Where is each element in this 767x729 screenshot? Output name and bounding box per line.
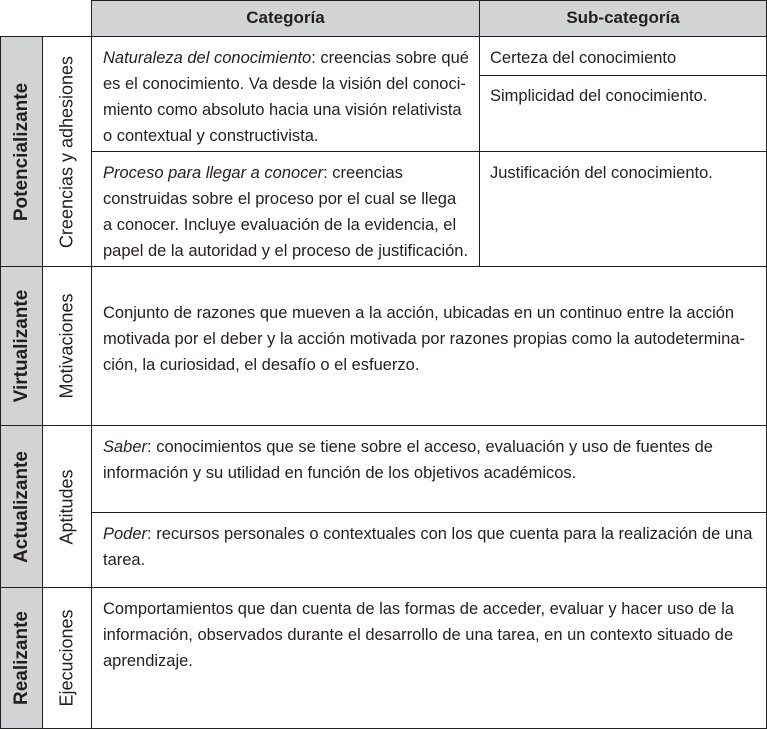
category-proceso [91, 151, 480, 267]
dimension-label-motivaciones: Motivaciones [56, 293, 77, 399]
subcategory-cell-naturaleza [479, 36, 767, 152]
desc-saber: : conocimientos que se tiene sobre el acceso, evaluación y uso de fuentes de información y su utilidad en función de los objetivos académicos. [103, 438, 713, 482]
category-saber [91, 425, 767, 513]
category-naturaleza [91, 36, 480, 152]
mode-label-actualizante: Actualizante [10, 450, 32, 563]
subcategory-justificacion: Justificación del conocimiento. [479, 151, 767, 267]
term-proceso: Proceso para llegar a conocer [103, 164, 324, 182]
dimension-cell-creencias [42, 36, 92, 267]
dimension-label-ejecuciones: Ejecuciones [56, 609, 77, 707]
term-naturaleza: Naturaleza del conocimiento [103, 49, 312, 67]
header-categoria: Categoría [91, 0, 480, 37]
subcategory-certeza: Certeza del conocimiento [480, 37, 766, 76]
dimension-cell-ejecuciones [42, 587, 92, 729]
dimension-label-creencias: Creencias y adhesiones [56, 55, 77, 248]
mode-label-virtualizante: Virtualizante [10, 289, 32, 403]
desc-poder: : recursos personales o contextuales con los que cuenta para la realización de una tarea. [103, 525, 753, 569]
category-poder [91, 512, 767, 588]
dimension-cell-aptitudes [42, 425, 92, 588]
dimension-label-aptitudes: Aptitudes [56, 468, 77, 545]
description-ejecuciones: Comportamientos que dan cuenta de las formas de acceder, evaluar y hacer uso de la información, observados durante el desarrollo de una tarea, en un contexto situado de aprendizaje. [91, 587, 767, 729]
header-subcategoria: Sub-categoría [479, 0, 767, 37]
desc-proceso: : creencias construidas sobre el proceso por el cual se llega a conocer. Incluye evaluación de la evidencia, el papel de la autoridad y el proceso de justificación. [103, 164, 469, 260]
subcategory-simplicidad: Simplicidad del conocimiento. [490, 87, 708, 105]
term-saber: Saber [103, 438, 148, 456]
mode-cell-actualizante [0, 425, 43, 588]
term-poder: Poder [103, 525, 148, 543]
mode-label-realizante: Realizante [10, 611, 32, 705]
mode-cell-realizante [0, 587, 43, 729]
desc-naturaleza: : creencias sobre qué es el conocimiento. Va desde la visión del conoci- miento como absoluto hacia una visión relativista o contextual y constructivista. [103, 49, 469, 145]
mode-cell-virtualizante [0, 266, 43, 426]
description-motivaciones: Conjunto de razones que mueven a la acción, ubicadas en un continuo entre la acción motivada por el deber y la acción motivada por razones propias como la autodetermina- ción, la curiosidad, el desafío o el esfuerzo. [91, 266, 767, 426]
dimension-cell-motivaciones [42, 266, 92, 426]
mode-label-potencializante: Potencializante [10, 82, 32, 221]
mode-cell-potencializante [0, 36, 43, 267]
